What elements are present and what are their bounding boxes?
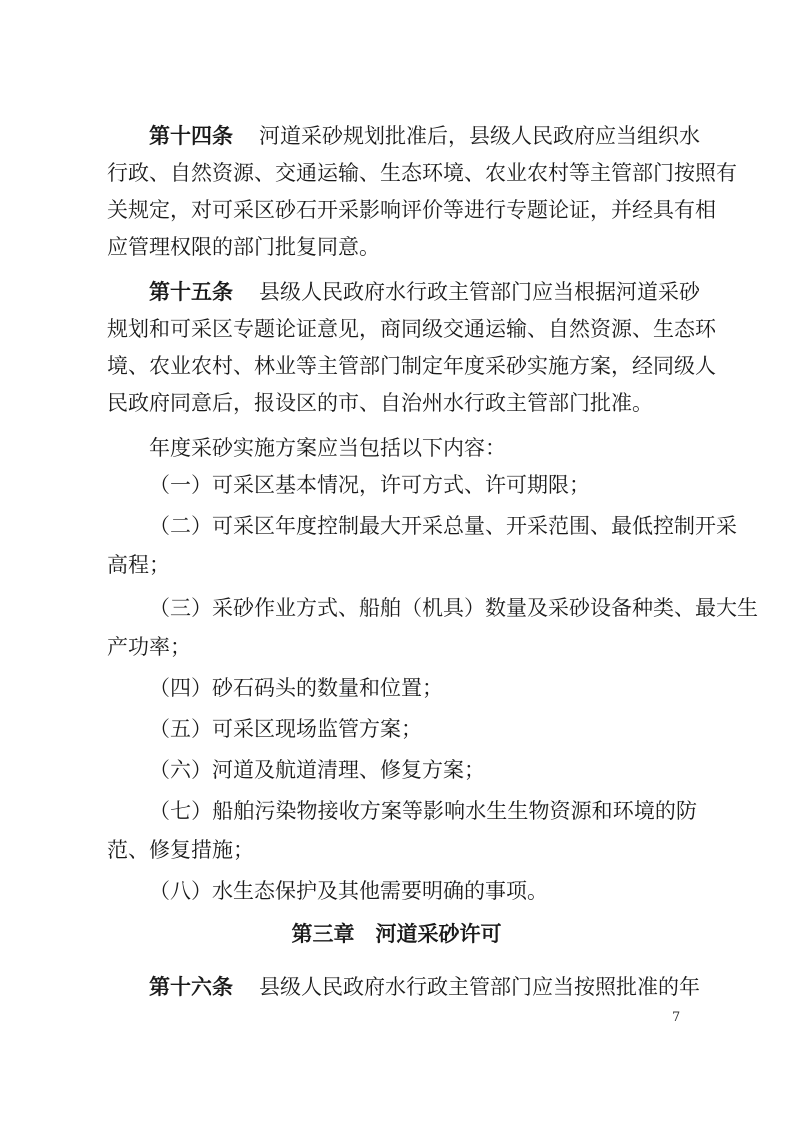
- article-14-line-4: 应管理权限的部门批复同意。: [107, 235, 380, 259]
- page-number: 7: [672, 1010, 681, 1025]
- article-14-line-2: 行政、自然资源、交通运输、生态环境、农业农村等主管部门按照有: [107, 161, 737, 185]
- plan-item-7-line-1: （七）船舶污染物接收方案等影响水生生物资源和环境的防: [149, 799, 697, 823]
- plan-item-2-line-2: 高程；: [107, 553, 170, 577]
- article-15-line-2: 规划和可采区专题论证意见，商同级交通运输、自然资源、生态环: [107, 317, 716, 341]
- article-14-line-1: [107, 124, 700, 148]
- article-16-label: 第十六条: [149, 975, 233, 999]
- plan-item-1: （一）可采区基本情况，许可方式、许可期限；: [149, 473, 590, 497]
- plan-item-8: （八）水生态保护及其他需要明确的事项。: [149, 879, 548, 903]
- article-14-label: 第十四条: [149, 124, 233, 148]
- article-14-text-1: 河道采砂规划批准后，县级人民政府应当组织水: [259, 124, 700, 148]
- plan-intro: 年度采砂实施方案应当包括以下内容：: [149, 436, 506, 460]
- article-15-line-1: [107, 280, 700, 304]
- article-16-line-1: [107, 975, 700, 999]
- article-15-label: 第十五条: [149, 280, 233, 304]
- article-16-text-1: 县级人民政府水行政主管部门应当按照批准的年: [259, 975, 700, 999]
- plan-item-6: （六）河道及航道清理、修复方案；: [149, 758, 485, 782]
- article-14-line-3: 关规定，对可采区砂石开采影响评价等进行专题论证，并经具有相: [107, 198, 716, 222]
- plan-item-5: （五）可采区现场监管方案；: [149, 717, 422, 741]
- plan-item-3-line-2: 产功率；: [107, 635, 191, 659]
- plan-item-4: （四）砂石码头的数量和位置；: [149, 676, 443, 700]
- plan-item-7-line-2: 范、修复措施；: [107, 838, 254, 862]
- chapter-title: 第三章 河道采砂许可: [291, 922, 502, 946]
- article-15-line-4: 民政府同意后，报设区的市、自治州水行政主管部门批准。: [107, 391, 653, 415]
- article-15-text-1: 县级人民政府水行政主管部门应当根据河道采砂: [259, 280, 700, 304]
- plan-item-3-line-1: （三）采砂作业方式、船舶（机具）数量及采砂设备种类、最大生: [149, 596, 758, 620]
- plan-item-2-line-1: （二）可采区年度控制最大开采总量、开采范围、最低控制开采: [149, 514, 737, 538]
- article-15-line-3: 境、农业农村、林业等主管部门制定年度采砂实施方案，经同级人: [107, 354, 716, 378]
